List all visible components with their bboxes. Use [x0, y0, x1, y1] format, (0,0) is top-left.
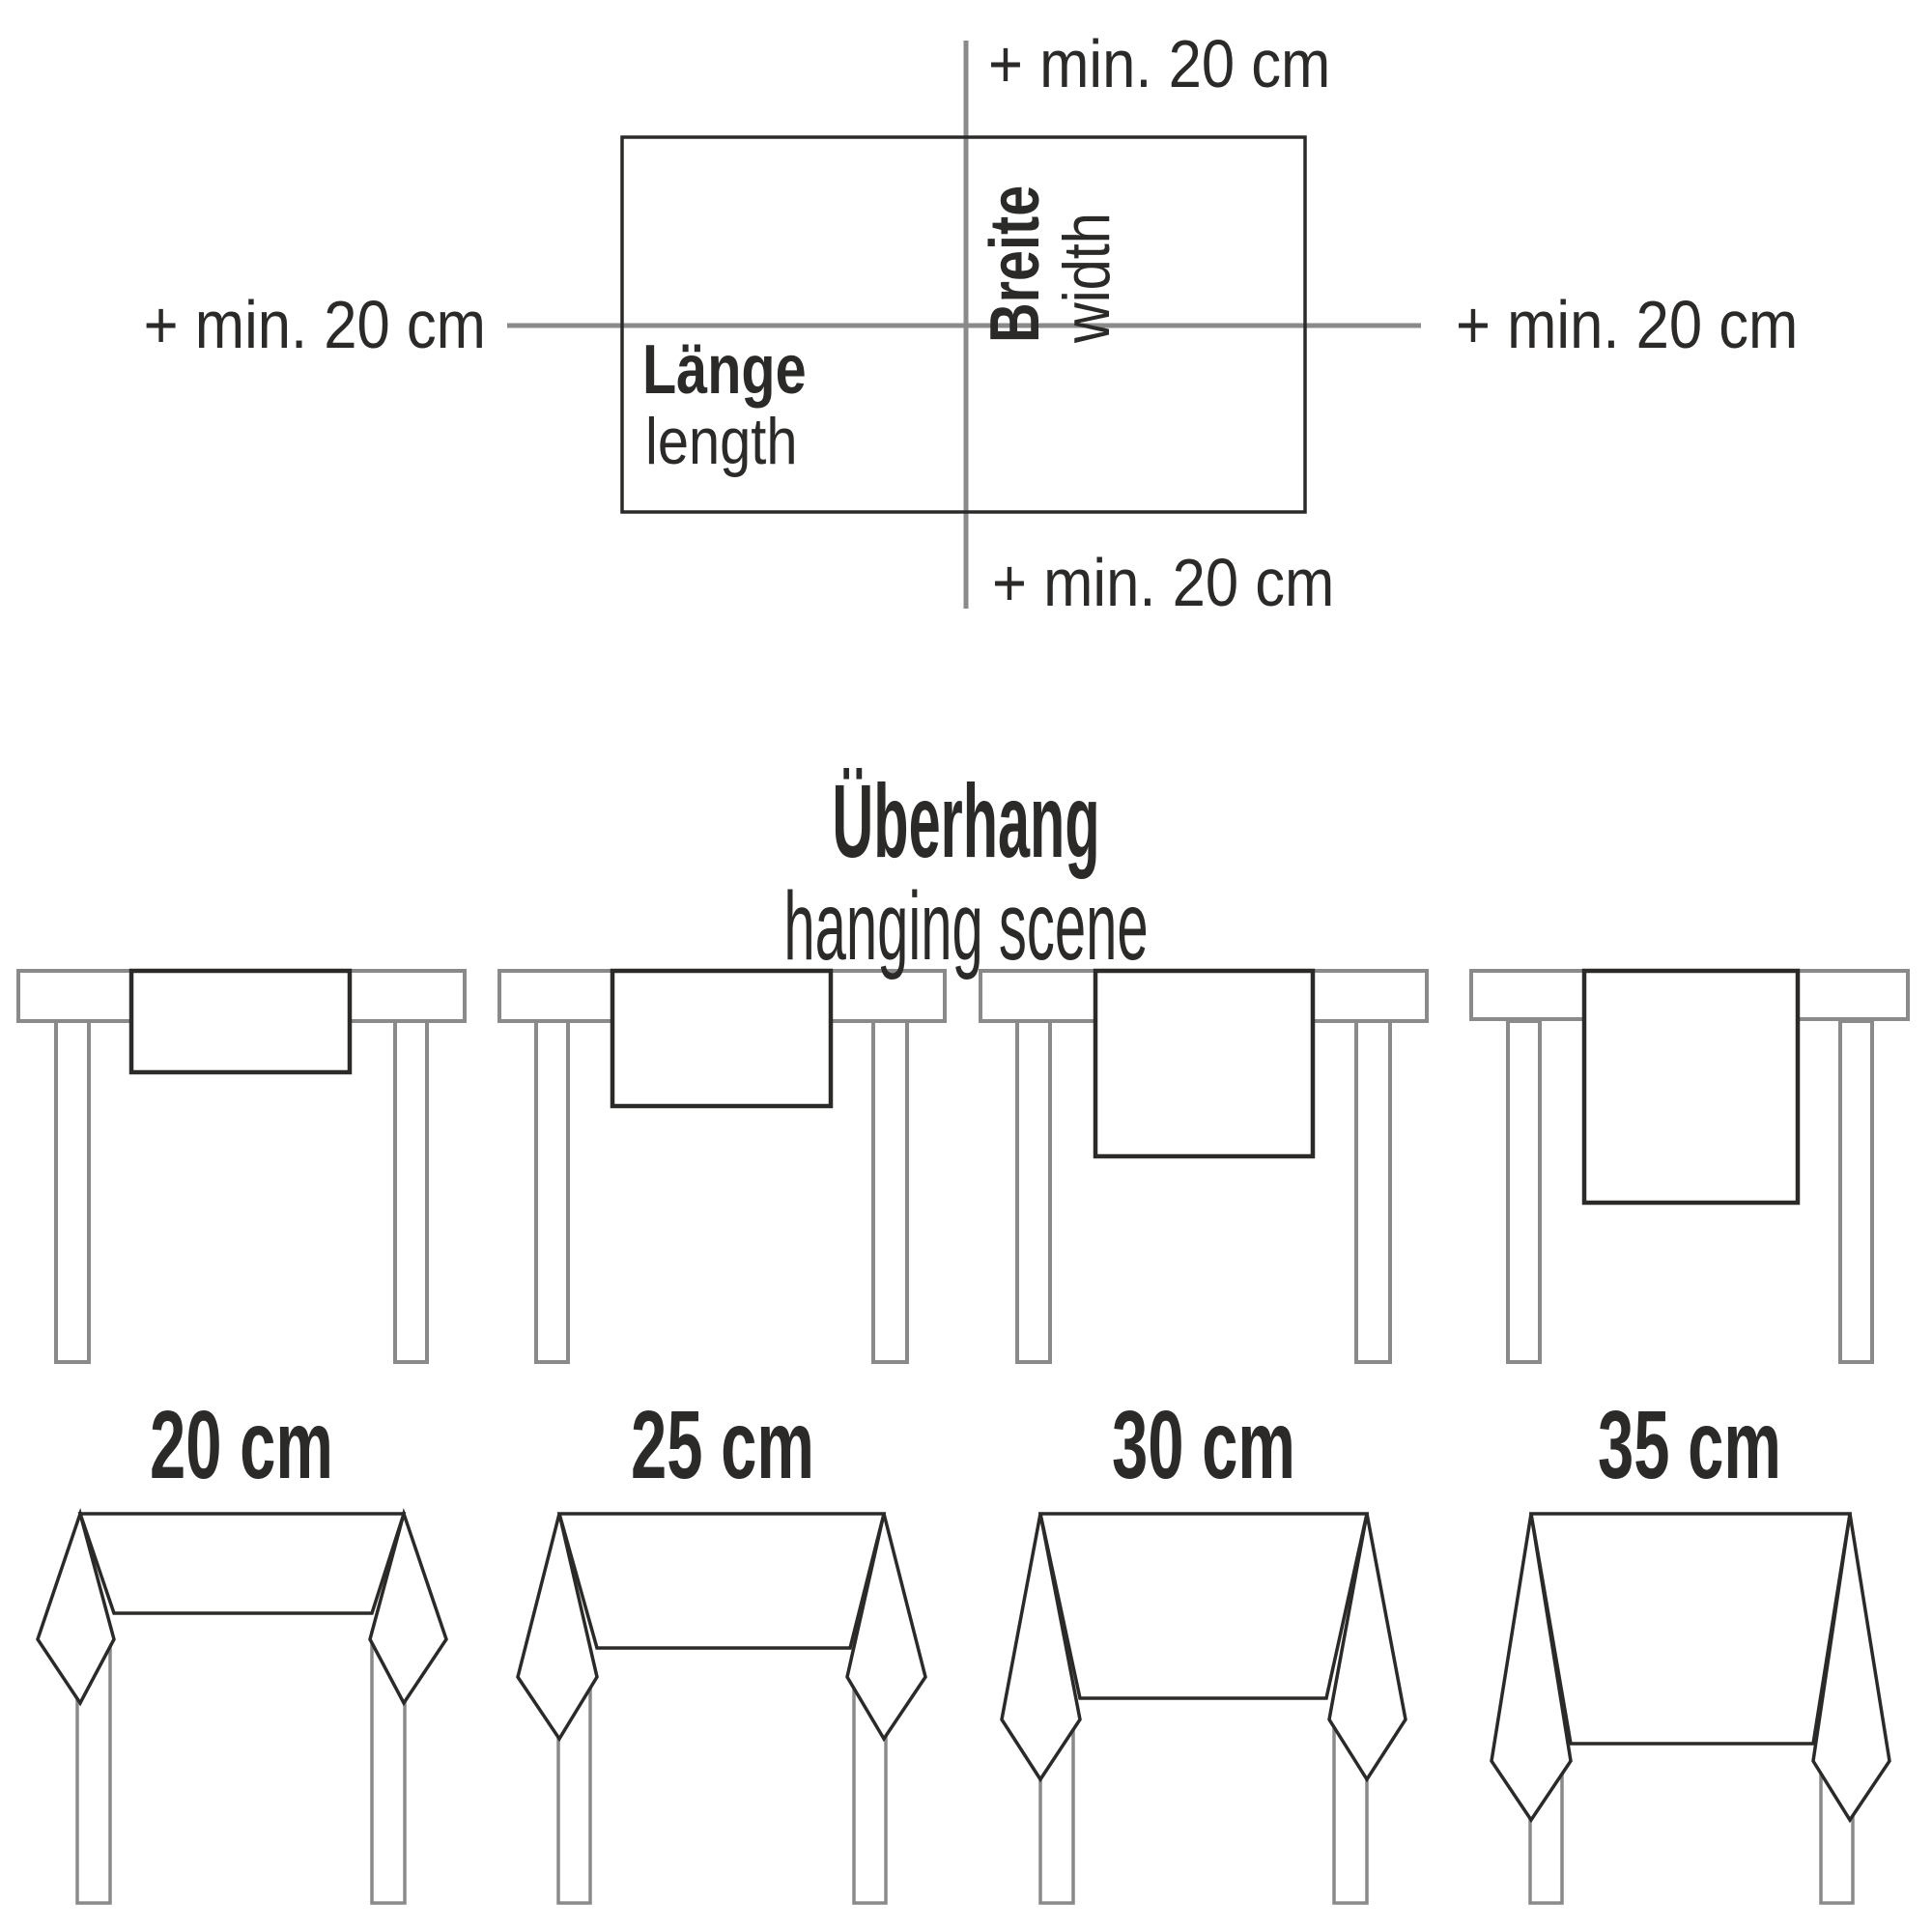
- overhang-title: Überhang: [832, 762, 1100, 879]
- table-leg-right: [1356, 1021, 1390, 1362]
- overhang-size-label-25cm: 25 cm: [631, 1391, 814, 1499]
- table-leg-left: [56, 1021, 89, 1362]
- table-runner-overhang: [131, 971, 350, 1072]
- overhang-subtitle: hanging scene: [783, 872, 1149, 980]
- table-runner-overhang: [612, 971, 831, 1106]
- tablecloth-draped-20cm: [38, 1514, 446, 1903]
- table-overhang-20cm: [18, 971, 465, 1362]
- table-leg-left: [1508, 1021, 1540, 1362]
- width-label-rotated-block: [979, 150, 1123, 343]
- width-label-en: width: [1050, 213, 1123, 343]
- tablecloth-draped-30cm: [1002, 1514, 1406, 1903]
- length-label-de: Länge: [642, 331, 807, 409]
- extra-width-top-label: + min. 20 cm: [988, 26, 1331, 101]
- tablecloth-front-panel: [80, 1514, 404, 1613]
- overhang-size-label-35cm: 35 cm: [1598, 1391, 1781, 1499]
- table-leg-right: [1840, 1021, 1872, 1362]
- extra-length-left-label: + min. 20 cm: [143, 287, 486, 362]
- table-leg-right: [395, 1021, 427, 1362]
- table-leg-left: [1017, 1021, 1050, 1362]
- width-label-de: Breite: [977, 185, 1054, 343]
- size-diagram: [507, 41, 1421, 609]
- extra-width-bottom-label: + min. 20 cm: [992, 545, 1335, 620]
- table-overhang-25cm: [499, 971, 945, 1362]
- tablecloth-draped-25cm: [518, 1514, 925, 1903]
- length-label-en: length: [645, 405, 798, 478]
- tablecloth-front-panel: [559, 1514, 884, 1648]
- extra-length-right-label: + min. 20 cm: [1456, 287, 1799, 362]
- table-overhang-30cm: [980, 971, 1427, 1362]
- table-leg-right: [873, 1021, 907, 1362]
- table-leg-left: [536, 1021, 568, 1362]
- table-runner-overhang: [1584, 971, 1798, 1203]
- tablecloth-draped-35cm: [1492, 1514, 1889, 1903]
- overhang-size-label-20cm: 20 cm: [150, 1391, 333, 1499]
- table-overhang-35cm: [1471, 971, 1908, 1362]
- table-runner-overhang: [1095, 971, 1313, 1156]
- tablecloth-front-panel: [1040, 1514, 1367, 1698]
- tablecloth-front-panel: [1531, 1514, 1850, 1744]
- overhang-size-label-30cm: 30 cm: [1112, 1391, 1295, 1499]
